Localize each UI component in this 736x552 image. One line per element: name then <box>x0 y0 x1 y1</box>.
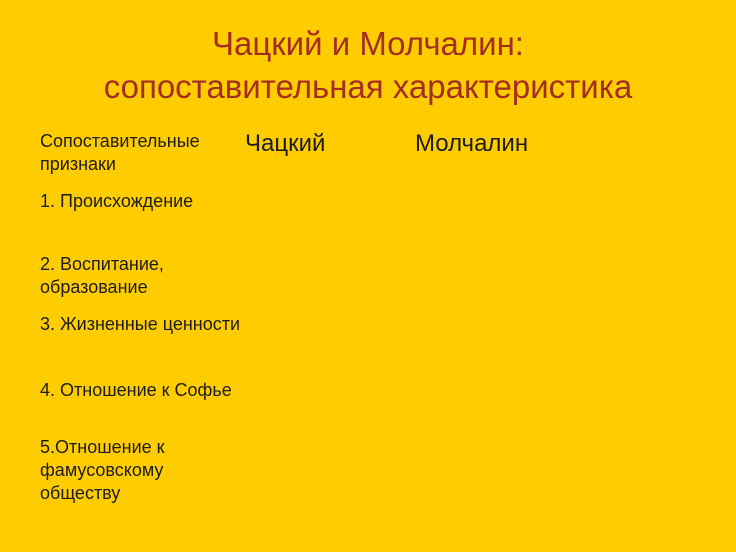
molchalin-cell-sofya <box>415 379 700 436</box>
criteria-label-values: 3. Жизненные ценности <box>40 314 241 334</box>
chatsky-cell-society <box>245 436 415 548</box>
column-header-criteria: Сопоставительные признаки <box>40 131 200 174</box>
criteria-label-education: 2. Воспитание, образование <box>40 254 164 297</box>
criteria-label-society: 5.Отношение к фамусовскому обществу <box>40 437 165 503</box>
table-row <box>40 379 700 436</box>
molchalin-cell-society <box>415 436 700 548</box>
table-row <box>40 313 700 379</box>
chatsky-cell-sofya <box>245 379 415 436</box>
comparison-table <box>40 130 700 548</box>
criteria-label-sofya: 4. Отношение к Софье <box>40 380 232 400</box>
chatsky-cell-education <box>245 253 415 313</box>
chatsky-cell-origin <box>245 190 415 253</box>
column-header-molchalin: Молчалин <box>415 130 529 157</box>
molchalin-cell-values <box>415 313 700 379</box>
criteria-label-origin: 1. Происхождение <box>40 191 194 211</box>
molchalin-cell-origin <box>415 190 700 253</box>
slide-title <box>0 22 736 108</box>
column-header-chatsky: Чацкий <box>245 130 326 157</box>
table-row <box>40 436 700 548</box>
slide-title-line1: Чацкий и Молчалин: <box>212 25 524 62</box>
table-header-row <box>40 130 700 190</box>
table-row <box>40 190 700 253</box>
chatsky-cell-values <box>245 313 415 379</box>
table-row <box>40 253 700 313</box>
molchalin-cell-education <box>415 253 700 313</box>
slide-title-line2: сопоставительная характеристика <box>103 68 633 105</box>
